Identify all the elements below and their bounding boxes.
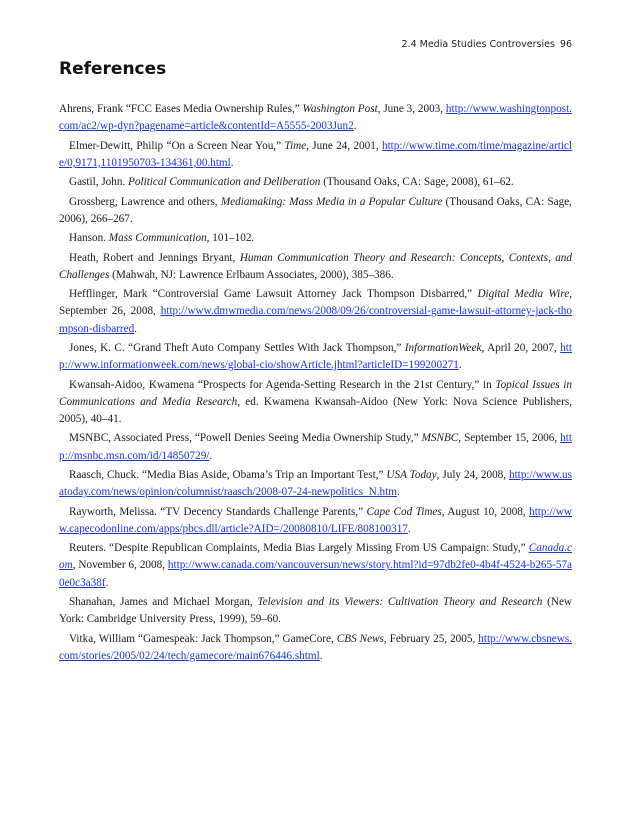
reference-text: Hefflinger, Mark “Controversial Game Lawsuit Attorney Jack Thompson Disbarred,” bbox=[69, 288, 478, 301]
reference-entry bbox=[59, 250, 572, 284]
reference-text: Gastil, John. bbox=[69, 176, 129, 189]
reference-text: Hanson. bbox=[69, 232, 109, 245]
reference-italic-title: MSNBC bbox=[421, 432, 459, 445]
reference-text: , February 25, 2005, bbox=[383, 632, 479, 645]
reference-text: , September 15, 2006, bbox=[458, 432, 561, 445]
reference-entry bbox=[59, 286, 572, 338]
reference-entry bbox=[59, 631, 572, 665]
reference-entry bbox=[59, 467, 572, 501]
reference-italic-title: CBS News bbox=[336, 632, 384, 645]
reference-entry bbox=[59, 340, 572, 374]
reference-text: Jones, K. C. “Grand Theft Auto Company Settles With Jack Thompson,” bbox=[69, 341, 405, 354]
reference-text: MSNBC, Associated Press, “Powell Denies Seeing Media Ownership Study,” bbox=[69, 432, 422, 445]
reference-link[interactable]: http://www.usatoday.com/news/opinion/columnist/raasch/2008-07-24-newpolitics_N.htm bbox=[59, 468, 572, 499]
reference-text: . bbox=[407, 522, 411, 535]
reference-text: , June 3, 2003, bbox=[377, 103, 446, 115]
reference-text: . bbox=[319, 649, 323, 662]
reference-entry bbox=[59, 430, 572, 464]
reference-italic-title: Mediamaking: Mass Media in a Popular Culture bbox=[220, 195, 443, 208]
reference-italic-title: Topical Issues in Communications and Media Research bbox=[59, 378, 572, 408]
page-title: References bbox=[59, 59, 167, 79]
reference-italic-title: Political Communication and Deliberation bbox=[128, 176, 321, 189]
reference-entry bbox=[59, 504, 572, 538]
reference-text: Shanahan, James and Michael Morgan, bbox=[69, 595, 258, 608]
reference-entry bbox=[59, 174, 572, 191]
reference-text: , 101–102. bbox=[206, 232, 255, 245]
reference-italic-title: Washington Post bbox=[302, 103, 378, 115]
reference-italic-title: Television and its Viewers: Cultivation Theory and Research bbox=[257, 595, 543, 608]
section-title: 2.4 Media Studies Controversies bbox=[401, 39, 555, 50]
reference-text: (Mahwah, NJ: Lawrence Erlbaum Associates, 2000), 385–386. bbox=[109, 268, 394, 281]
reference-entry bbox=[59, 540, 572, 592]
reference-text: , September 26, 2008, bbox=[59, 288, 572, 318]
reference-text: (Thousand Oaks, CA: Sage, 2006), 266–267. bbox=[59, 195, 572, 225]
reference-text: Kwansah-Aidoo, Kwamena “Prospects for Agenda-Setting Research in the 21st Century,” in bbox=[69, 378, 496, 391]
reference-text: (New York: Cambridge University Press, 1999), 59–60. bbox=[59, 595, 573, 626]
reference-link[interactable]: Canada.com bbox=[59, 542, 572, 572]
reference-text: , August 10, 2008, bbox=[441, 505, 530, 518]
reference-italic-title: USA Today bbox=[386, 468, 437, 481]
reference-entry bbox=[59, 377, 572, 429]
reference-entry bbox=[59, 101, 572, 135]
reference-text: Heath, Robert and Jennings Bryant, bbox=[69, 251, 240, 264]
reference-text: Rayworth, Melissa. “TV Decency Standards Challenge Parents,” bbox=[69, 505, 367, 518]
reference-text: . bbox=[105, 576, 109, 589]
reference-list bbox=[59, 101, 572, 667]
reference-link[interactable]: http://www.informationweek.com/news/global-cio/showArticle.jhtml?articleID=199200271 bbox=[59, 341, 572, 372]
reference-italic-title: InformationWeek bbox=[404, 341, 482, 354]
reference-italic-title: Cape Cod Times bbox=[366, 505, 442, 518]
reference-italic-title: Human Communication Theory and Research: Concepts, Contexts, and Challenges bbox=[59, 251, 572, 281]
reference-text: Ahrens, Frank “FCC Eases Media Ownership Rules,” bbox=[59, 103, 303, 115]
page-number: 96 bbox=[559, 39, 572, 50]
reference-text: Elmer-Dewitt, Philip “On a Screen Near You,” bbox=[69, 139, 285, 152]
reference-link[interactable]: http://msnbc.msn.com/id/14850729/ bbox=[59, 432, 573, 462]
reference-text: Raasch, Chuck. “Media Bias Aside, Obama’s Trip an Important Test,” bbox=[69, 468, 387, 481]
reference-link[interactable]: http://www.dmwmedia.com/news/2008/09/26/controversial-game-lawsuit-attorney-jack-thompson-disbarred bbox=[59, 305, 572, 335]
reference-text: (Thousand Oaks, CA: Sage, 2008), 61–62. bbox=[320, 176, 514, 189]
reference-entry bbox=[59, 594, 572, 628]
reference-link[interactable]: http://www.washingtonpost.com/ac2/wp-dyn?pagename=article&contentId=A5555-2003Jun2 bbox=[59, 103, 572, 133]
reference-italic-title: Digital Media Wire bbox=[477, 288, 570, 301]
reference-text: . bbox=[396, 486, 400, 499]
reference-link[interactable]: http://www.cbsnews.com/stories/2005/02/24/tech/gamecore/main676446.shtml bbox=[59, 632, 572, 662]
reference-text: , November 6, 2008, bbox=[72, 559, 168, 572]
reference-link[interactable]: http://www.capecodonline.com/apps/pbcs.dll/article?AID=/20080810/LIFE/808100317 bbox=[59, 505, 572, 535]
reference-text: . bbox=[209, 449, 213, 462]
reference-text: , July 24, 2008, bbox=[436, 468, 510, 481]
reference-text: , ed. Kwamena Kwansah-Aidoo (New York: Nova Science Publishers, 2005), 40–41. bbox=[59, 395, 572, 425]
reference-entry bbox=[59, 138, 572, 172]
reference-text: . bbox=[353, 120, 357, 133]
reference-text: . bbox=[458, 359, 462, 372]
reference-italic-title: Mass Communication bbox=[108, 232, 207, 245]
reference-entry bbox=[59, 194, 572, 228]
reference-text: Reuters. “Despite Republican Complaints, Media Bias Largely Missing From US Campaign: Study,” bbox=[69, 542, 529, 555]
reference-italic-title: Time bbox=[284, 139, 307, 152]
reference-text: , June 24, 2001, bbox=[306, 139, 382, 152]
reference-link[interactable]: http://www.canada.com/vancouversun/news/story.html?id=97db2fe0-4b4f-4524-b265-57a0e0c3a38f bbox=[59, 559, 572, 589]
reference-text: . bbox=[230, 156, 234, 169]
reference-link[interactable]: http://www.time.com/time/magazine/article/0,9171,1101950703-134361,00.html bbox=[59, 139, 572, 169]
reference-text: Grossberg, Lawrence and others, bbox=[69, 195, 221, 208]
reference-text: Vitka, William “Gamespeak: Jack Thompson,” GameCore, bbox=[69, 632, 337, 645]
reference-text: . bbox=[134, 322, 137, 335]
reference-text: , April 20, 2007, bbox=[481, 341, 561, 354]
reference-entry bbox=[59, 230, 572, 247]
running-header bbox=[402, 39, 573, 50]
